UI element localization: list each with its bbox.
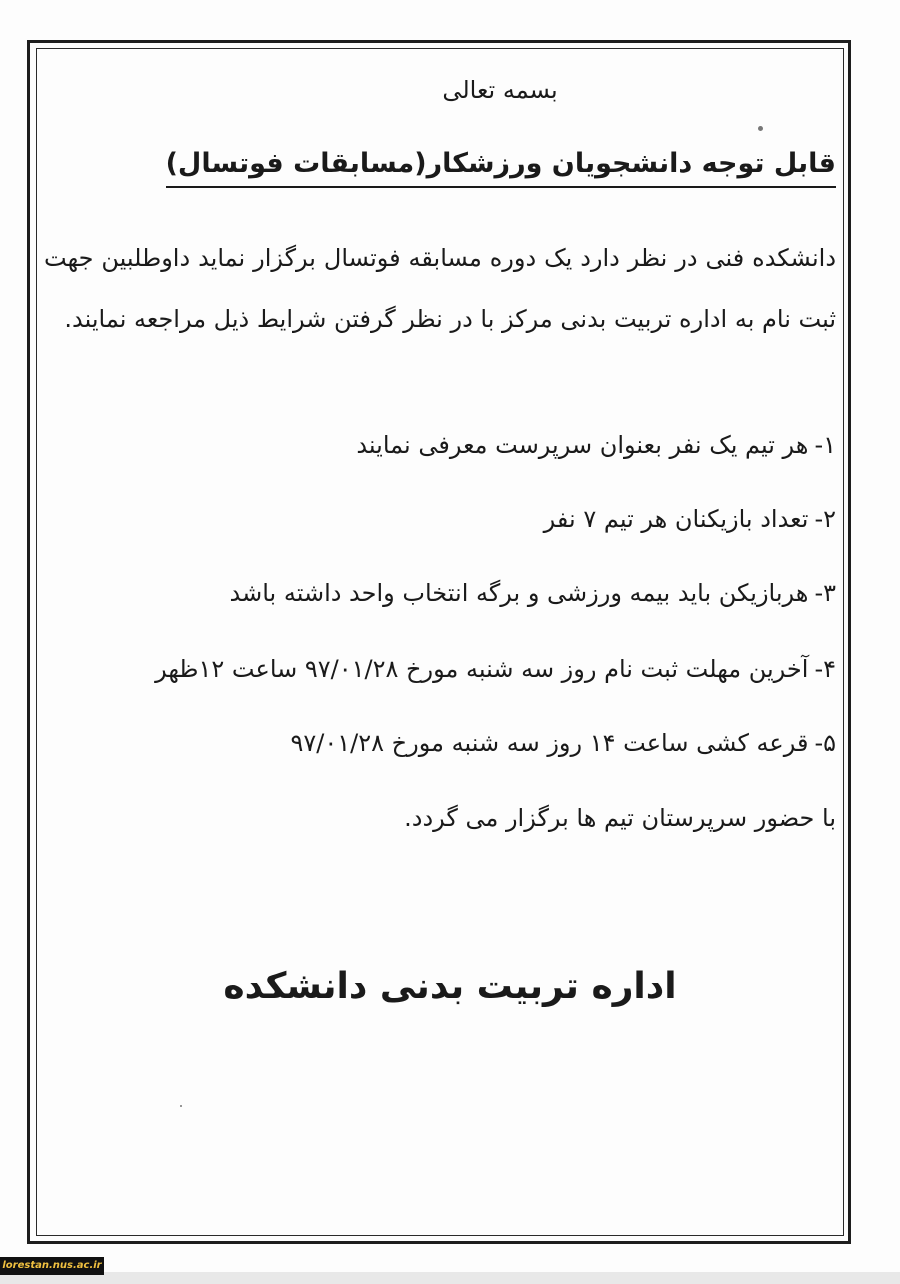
rule-item-2 bbox=[44, 504, 836, 535]
notice-subject: قابل توجه دانشجویان ورزشکار(مسابقات فوتسال) bbox=[166, 148, 836, 188]
scan-edge bbox=[0, 1272, 900, 1284]
rule-text: هربازیکن باید بیمه ورزشی و برگه انتخاب واحد داشته باشد bbox=[229, 579, 809, 607]
rule-text: هر تیم یک نفر بعنوان سرپرست معرفی نمایند bbox=[356, 431, 809, 459]
signature-office: اداره تربیت بدنی دانشکده bbox=[223, 966, 677, 1007]
rule-text: آخرین مهلت ثبت نام روز سه شنبه مورخ ۹۷/۰۱/۲۸ ساعت ۱۲ظهر bbox=[155, 655, 809, 683]
intro-paragraph: دانشکده فنی در نظر دارد یک دوره مسابقه فوتسال برگزار نماید داوطلبین جهت ثبت نام به اداره تربیت بدنی مرکز با در نظر گرفتن شرایط ذیل مراجعه نمایند. bbox=[44, 244, 836, 333]
rule-item-1 bbox=[44, 430, 836, 461]
notice-document bbox=[36, 48, 844, 1236]
rule-item-3 bbox=[44, 578, 836, 609]
site-watermark: lorestan.nus.ac.ir bbox=[0, 1257, 104, 1275]
scan-speck bbox=[180, 1105, 182, 1107]
rule-text: قرعه کشی ساعت ۱۴ روز سه شنبه مورخ ۹۷/۰۱/۲۸ bbox=[290, 729, 809, 757]
scan-speck bbox=[758, 126, 763, 131]
rule-number: ۳- bbox=[814, 579, 836, 607]
document-heading: بسمه تعالی bbox=[442, 76, 558, 104]
rule-number: ۴- bbox=[814, 655, 836, 683]
rule-item-4 bbox=[44, 654, 836, 685]
rule-text: تعداد بازیکنان هر تیم ۷ نفر bbox=[543, 505, 809, 533]
closing-line: با حضور سرپرستان تیم ها برگزار می گردد. bbox=[404, 804, 836, 832]
rule-item-5 bbox=[44, 728, 836, 759]
rule-number: ۱- bbox=[814, 431, 836, 459]
rule-number: ۵- bbox=[814, 729, 836, 757]
rule-number: ۲- bbox=[814, 505, 836, 533]
